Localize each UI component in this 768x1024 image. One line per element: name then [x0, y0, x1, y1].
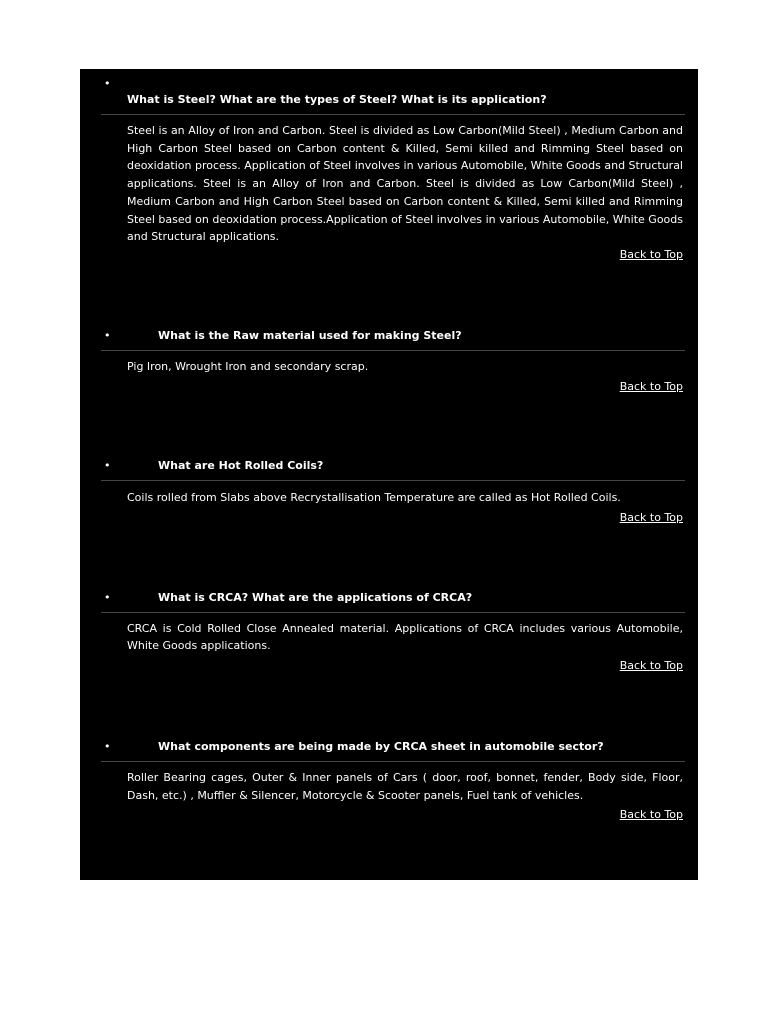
faq-question: What are Hot Rolled Coils?: [158, 459, 324, 472]
faq-question: What is CRCA? What are the applications of CRCA?: [158, 591, 473, 604]
back-to-top-link[interactable]: Back to Top: [619, 248, 683, 261]
faq-question: What is Steel? What are the types of Steel? What is its application?: [127, 93, 547, 106]
faq-answer: CRCA is Cold Rolled Close Annealed material. Applications of CRCA includes various Automobile, White Goods applications.: [127, 622, 683, 652]
faq-question: What is the Raw material used for making Steel?: [158, 329, 462, 342]
back-to-top-link[interactable]: Back to Top: [619, 380, 683, 393]
divider: [101, 612, 685, 613]
faq-answer: Steel is an Alloy of Iron and Carbon. Steel is divided as Low Carbon(Mild Steel) , Medium Carbon and High Carbon Steel based on Carbon content & Killed, Semi killed and Rimming Steel based on deoxidation process. Application of Steel involves in various Automobile, White Goods and Structural applications. Steel is an Alloy of Iron and Carbon. Steel is divided as Low Carbon(Mild Steel) , Medium Carbon and High Carbon Steel based on Carbon content & Killed, Semi killed and Rimming Steel based on deoxidation process.Application of Steel involves in various Automobile, White Goods and Structural applications.: [127, 124, 683, 244]
bullet: •: [104, 740, 111, 753]
divider: [101, 350, 685, 351]
divider: [101, 480, 685, 481]
divider: [101, 761, 685, 762]
back-to-top-link[interactable]: Back to Top: [619, 808, 683, 821]
bullet: •: [104, 459, 111, 472]
faq-answer: Coils rolled from Slabs above Recrystallisation Temperature are called as Hot Rolled Coils.: [127, 491, 621, 504]
faq-answer: Pig Iron, Wrought Iron and secondary scrap.: [127, 360, 369, 373]
back-to-top-link[interactable]: Back to Top: [619, 659, 683, 672]
divider: [101, 114, 685, 115]
bullet: •: [104, 329, 111, 342]
faq-page: [80, 69, 698, 880]
back-to-top-link[interactable]: Back to Top: [619, 511, 683, 524]
faq-answer: Roller Bearing cages, Outer & Inner panels of Cars ( door, roof, bonnet, fender, Body side, Floor, Dash, etc.) , Muffler & Silencer, Motorcycle & Scooter panels, Fuel tank of vehicles.: [127, 771, 683, 802]
bullet: •: [104, 591, 111, 604]
faq-question: What components are being made by CRCA sheet in automobile sector?: [158, 740, 604, 753]
bullet: •: [104, 77, 111, 90]
